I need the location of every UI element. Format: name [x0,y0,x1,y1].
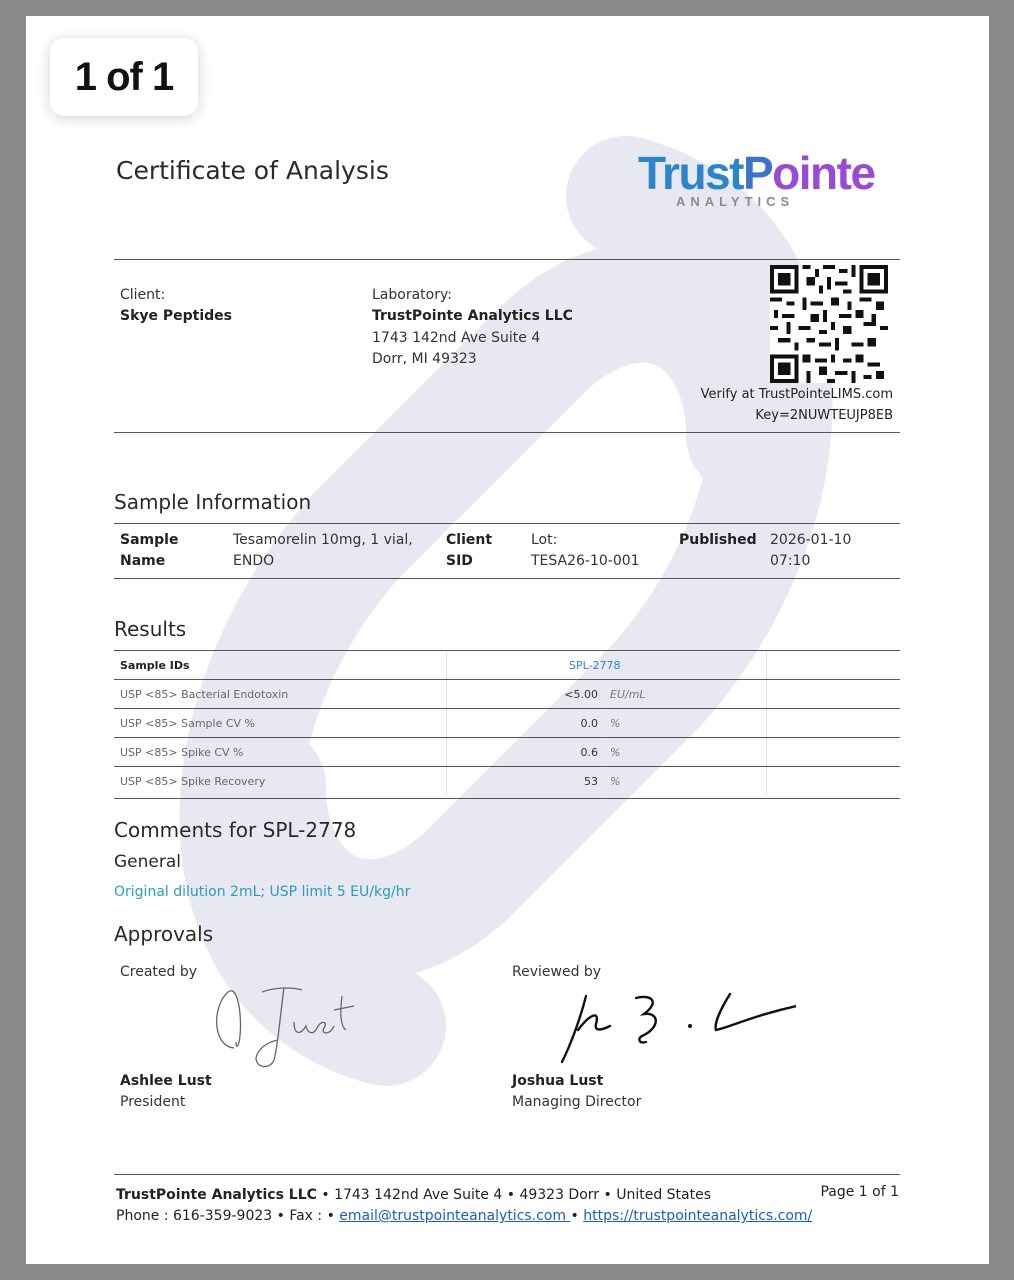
result-unit: % [610,717,621,730]
result-value: 0.0 [580,717,598,730]
client-name: Skye Peptides [120,308,233,324]
sample-information-title: Sample Information [114,490,312,514]
reviewed-by-label: Reviewed by [512,964,602,980]
divider [114,578,900,579]
divider [114,259,900,260]
footer-email-link[interactable]: email@trustpointeanalytics.com [339,1208,571,1224]
laboratory-label: Laboratory: [372,287,452,303]
document-title: Certificate of Analysis [116,156,389,185]
client-sid-label-line2: SID [446,553,473,569]
footer-address-line [116,1187,711,1203]
laboratory-address-line1: 1743 142nd Ave Suite 4 [372,330,541,346]
reviewed-by-signature [556,984,796,1074]
result-unit: EU/mL [610,688,646,701]
footer-page-number: Page 1 of 1 [820,1184,899,1200]
lot-value: TESA26-10-001 [531,553,640,569]
result-value: <5.00 [564,688,598,701]
comments-title: Comments for SPL-2778 [114,818,357,842]
footer-company: TrustPointe Analytics LLC [116,1187,317,1203]
divider [114,432,900,433]
created-by-role: President [120,1094,186,1110]
document-page [26,16,989,1264]
sample-name-value: Tesamorelin 10mg, 1 vial, [233,532,413,548]
table-row [114,680,900,709]
footer-phone: Phone : 616-359-9023 • Fax : • [116,1208,340,1224]
page-counter: 1 of 1 [50,38,198,116]
qr-code[interactable] [770,265,888,383]
laboratory-address-line2: Dorr, MI 49323 [372,351,477,367]
approvals-title: Approvals [114,922,214,946]
logo-subtitle: ANALYTICS [676,194,795,209]
reviewed-by-name: Joshua Lust [512,1073,604,1089]
sample-id-link[interactable]: SPL-2778 [569,659,621,672]
company-logo [638,146,888,226]
sample-name-label-line2: Name [120,553,166,569]
result-unit: % [610,746,621,759]
result-name: USP <85> Spike Recovery [120,775,266,788]
footer-website-link[interactable]: https://trustpointeanalytics.com/ [583,1208,813,1224]
result-unit: % [610,775,621,788]
created-by-name: Ashlee Lust [120,1073,212,1089]
result-name: USP <85> Bacterial Endotoxin [120,688,289,701]
comment-text: Original dilution 2mL; USP limit 5 EU/kg/hr [114,884,411,900]
result-value: 0.6 [580,746,598,759]
table-row [114,767,900,799]
divider [114,1174,900,1175]
table-row [114,709,900,738]
sample-name-label: Sample [120,532,179,548]
footer-separator: • [570,1208,584,1224]
published-label: Published [679,532,757,548]
published-date: 2026-01-10 [770,532,852,548]
client-sid-label: Client [446,532,493,548]
created-by-label: Created by [120,964,198,980]
laboratory-name: TrustPointe Analytics LLC [372,308,573,324]
results-header-row [114,651,900,680]
table-row [114,738,900,767]
results-title: Results [114,617,187,641]
footer-address: • 1743 142nd Ave Suite 4 • 49323 Dorr • United States [316,1187,712,1203]
lot-label: Lot: [531,532,558,548]
logo-wordmark: TrustPointe [638,147,875,199]
result-name: USP <85> Spike CV % [120,746,244,759]
result-name: USP <85> Sample CV % [120,717,255,730]
verify-key: Key=2NUWTEUJP8EB [755,408,893,423]
comments-subtitle: General [114,852,181,872]
client-label: Client: [120,287,166,303]
created-by-signature [206,976,366,1076]
reviewed-by-role: Managing Director [512,1094,642,1110]
divider [114,523,900,524]
verify-text[interactable]: Verify at TrustPointeLIMS.com [700,387,893,402]
sample-name-value-line2: ENDO [233,553,275,569]
published-time: 07:10 [770,553,811,569]
footer-contact-line [116,1208,812,1224]
sample-ids-label: Sample IDs [120,659,190,672]
result-value: 53 [584,775,598,788]
